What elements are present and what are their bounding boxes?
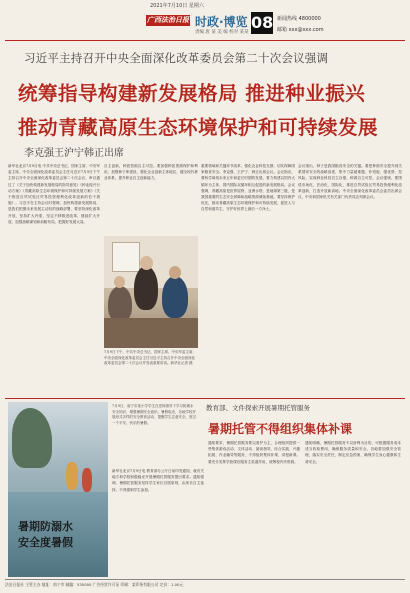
issue-date: 2021年7月10日 星期六 <box>150 3 204 9</box>
masthead <box>5 11 405 39</box>
lead-column-3: 重要领域和关键环节改革，强化农业科技支撑，切实保障国家粮食安全。李克强、王沪宁、韩正出席会议。会议指出，要科学谋划未来五年和更长时期的发展，着力构建以国内大循环为主体、国内国际双循环相互促进的新发展格局。会议强调，青藏高原是世界屋脊、亚洲水塔，是地球第三极，是我国重要的生态安全屏障和战略资源储备基地，要坚持保护优先，推动青藏高原生态环境保护和可持续发展，促进人与自然和谐共生，守护好世界上最后一方净土。 <box>201 164 295 212</box>
bottom-headline: 暑期托管不得组织集体补课 <box>208 422 353 436</box>
lead-kicker: 习近平主持召开中央全面深化改革委员会第二十次会议强调 <box>24 51 329 65</box>
lead-column-4: 会议指出，种子是我国粮食安全的关键。要把种源安全提升到关系国家安全的战略高度，集中力量破难题、补短板、强优势、控风险，实现种业科技自立自强、种源自主可控。会议强调，要围绕市场化、法治化、国际化，推进自贸试验区贸易投资便利化改革创新，打造开放新高地。中央全面深化改革委员会委员出席会议，中央和国家机关有关部门负责同志列席会议。 <box>298 164 402 200</box>
section-editors: 责编 唐 某 美 编 校对 某某 <box>195 30 249 35</box>
section-title: 时政·博览 <box>195 15 248 29</box>
feature-title-line-1: 暑期防溺水 <box>18 520 73 533</box>
feature-title-line-2: 安全度暑假 <box>18 536 73 549</box>
bottom-kicker: 教育部、文件探索开展暑期托管服务 <box>206 404 310 412</box>
bottom-column-3: 通知明确，暑期托管服务不以营利为目的，可根据服务成本适当收取费用，确保服务质量和安全。各地要加强安全管理，落实安全责任，制定应急预案，确保学生身心健康和生命安全。 <box>305 441 401 464</box>
bottom-column-2: 通知要求，暑期托管服务要以看护为主，合理组织提供一些集体游戏活动、文体活动、阅读指导、综合实践、兴趣拓展、作业辅导等服务，不得组织集体补课、讲授新课。要充分发挥学校课后服务主渠道作用，统筹校内外资源。 <box>208 441 300 464</box>
contact-email: 邮箱 xxx@xxx.com <box>277 27 324 33</box>
bottom-column-1: 新华社北京7月9日电 教育部办公厅日前印发通知，就有关地方和学校积极稳妥开展暑期托管服务提出要求。通知强调，暑期托管服务坚持学生家长自愿原则，由家长自主选择，不得强制学生参加。 <box>112 469 204 492</box>
meeting-photo <box>104 236 198 348</box>
section-divider <box>5 398 405 399</box>
feature-photo <box>8 402 108 577</box>
newspaper-logo: 广西法治日报 <box>147 16 189 24</box>
lead-headline-line-2: 推动青藏高原生态环境保护和可持续发展 <box>18 116 379 139</box>
news-hotline: 新闻热线 4800000 <box>277 16 321 22</box>
photo-caption: 7月9日下午，中共中央总书记、国家主席、中央军委主席、中央全面深化改革委员会主任习近平主持召开中央全面深化改革委员会第二十次会议并发表重要讲话。新华社记者 摄 <box>104 350 196 366</box>
lead-headline-line-1: 统筹指导构建新发展格局 推进种业振兴 <box>18 82 366 105</box>
lead-column-2: 自主创新，种质资源自主可控。要加强种质资源保护和利用，加强种子库建设，强化企业创新主体地位，健全现代种业体系，提升种业自主创新能力。 <box>104 164 198 181</box>
page-footer: 法治日报社 主管主办 地址：南宁市 邮编：530000 广告经营许可证 印刷：某印务有限公司 定价：1.00元 <box>5 579 405 588</box>
page-number: 08 <box>251 13 274 32</box>
feature-caption: 7月9日，南宁市某小学学生在老师指导下学习防溺水安全知识，增强暑期安全意识。暑假临近，各地学校开展形式多样的安全教育活动，提醒学生注意安全，度过一个平安、快乐的暑假。 <box>112 404 196 425</box>
header-divider <box>5 40 405 41</box>
lead-byline: 李克强王沪宁韩正出席 <box>24 148 124 159</box>
lead-column-1: 新华社北京7月9日电 中共中央总书记、国家主席、中央军委主席、中央全面深化改革委员会主任习近平7月9日下午主持召开中央全面深化改革委员会第二十次会议，审议通过了《关于加快构建新发展格局的指导意见》《种业振兴行动方案》《青藏高原生态环境保护和可持续发展方案》《关于推进自贸试验区贸易投资便利化改革创新的若干措施》。习近平在主持会议时强调，加快构建新发展格局，是我们把握未来发展主动权的战略部署，要坚持深化改革开放，坚持扩大内需，坚定不移推进改革，继续扩大开放，加强战略谋划和前瞻布局，把握好发展大局。 <box>8 164 100 224</box>
